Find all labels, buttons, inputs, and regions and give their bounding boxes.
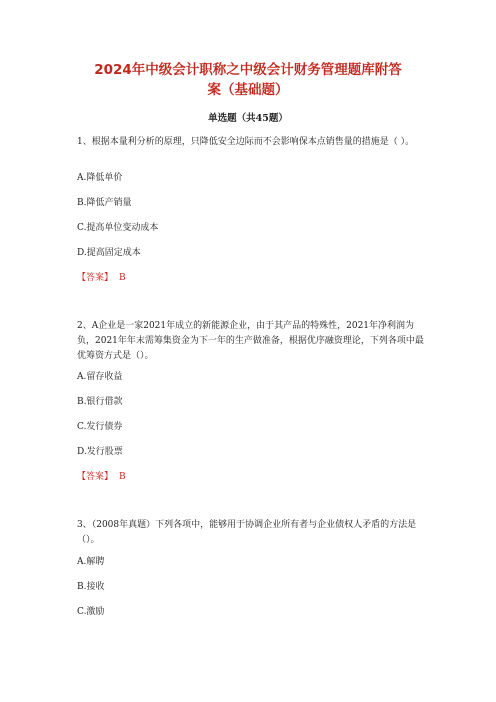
question-3-text: 3、（2008年真题）下列各项中，能够用于协调企业所有者与企业债权人矛盾的方法是（）。 <box>77 520 417 545</box>
answer-label: 【答案】 <box>77 273 114 283</box>
answer-value: B <box>119 273 126 283</box>
question-2-option-c: C.发行债券 <box>77 422 123 432</box>
question-2-text: 2、A企业是一家2021年成立的新能源企业，由于其产品的特殊性，2021年净利润为负，2021年年末需筹集资金为下一年的生产做准备，根据优序融资理论，下列各项中最优筹资方式是（）。 <box>77 321 424 361</box>
question-1-option-c: C.提高单位变动成本 <box>77 223 159 233</box>
question-1-text: 1、根据本量利分析的原理，只降低安全边际而不会影响保本点销售量的措施是（ ）。 <box>77 137 415 147</box>
title-line-2: 案（基础题） <box>207 82 289 98</box>
question-1-option-b: B.降低产销量 <box>77 198 132 208</box>
question-2-option-d: D.发行股票 <box>77 447 123 457</box>
document-title <box>40 60 456 100</box>
question-3-option-a: A.解聘 <box>77 557 105 567</box>
question-1-option-d: D.提高固定成本 <box>77 248 141 258</box>
answer-label: 【答案】 <box>77 472 114 482</box>
section-heading: 单选题（共45题） <box>208 113 288 124</box>
title-line-1: 2024年中级会计职称之中级会计财务管理题库附答 <box>94 62 402 78</box>
question-2-answer <box>77 471 126 483</box>
question-1-option-a: A.降低单价 <box>77 173 123 183</box>
question-3-option-c: C.激励 <box>77 607 105 617</box>
question-3-option-b: B.接收 <box>77 582 105 592</box>
question-1-answer <box>77 272 126 284</box>
answer-value: B <box>119 472 126 482</box>
question-2-option-b: B.银行借款 <box>77 397 123 407</box>
question-2-option-a: A.留存收益 <box>77 372 123 382</box>
